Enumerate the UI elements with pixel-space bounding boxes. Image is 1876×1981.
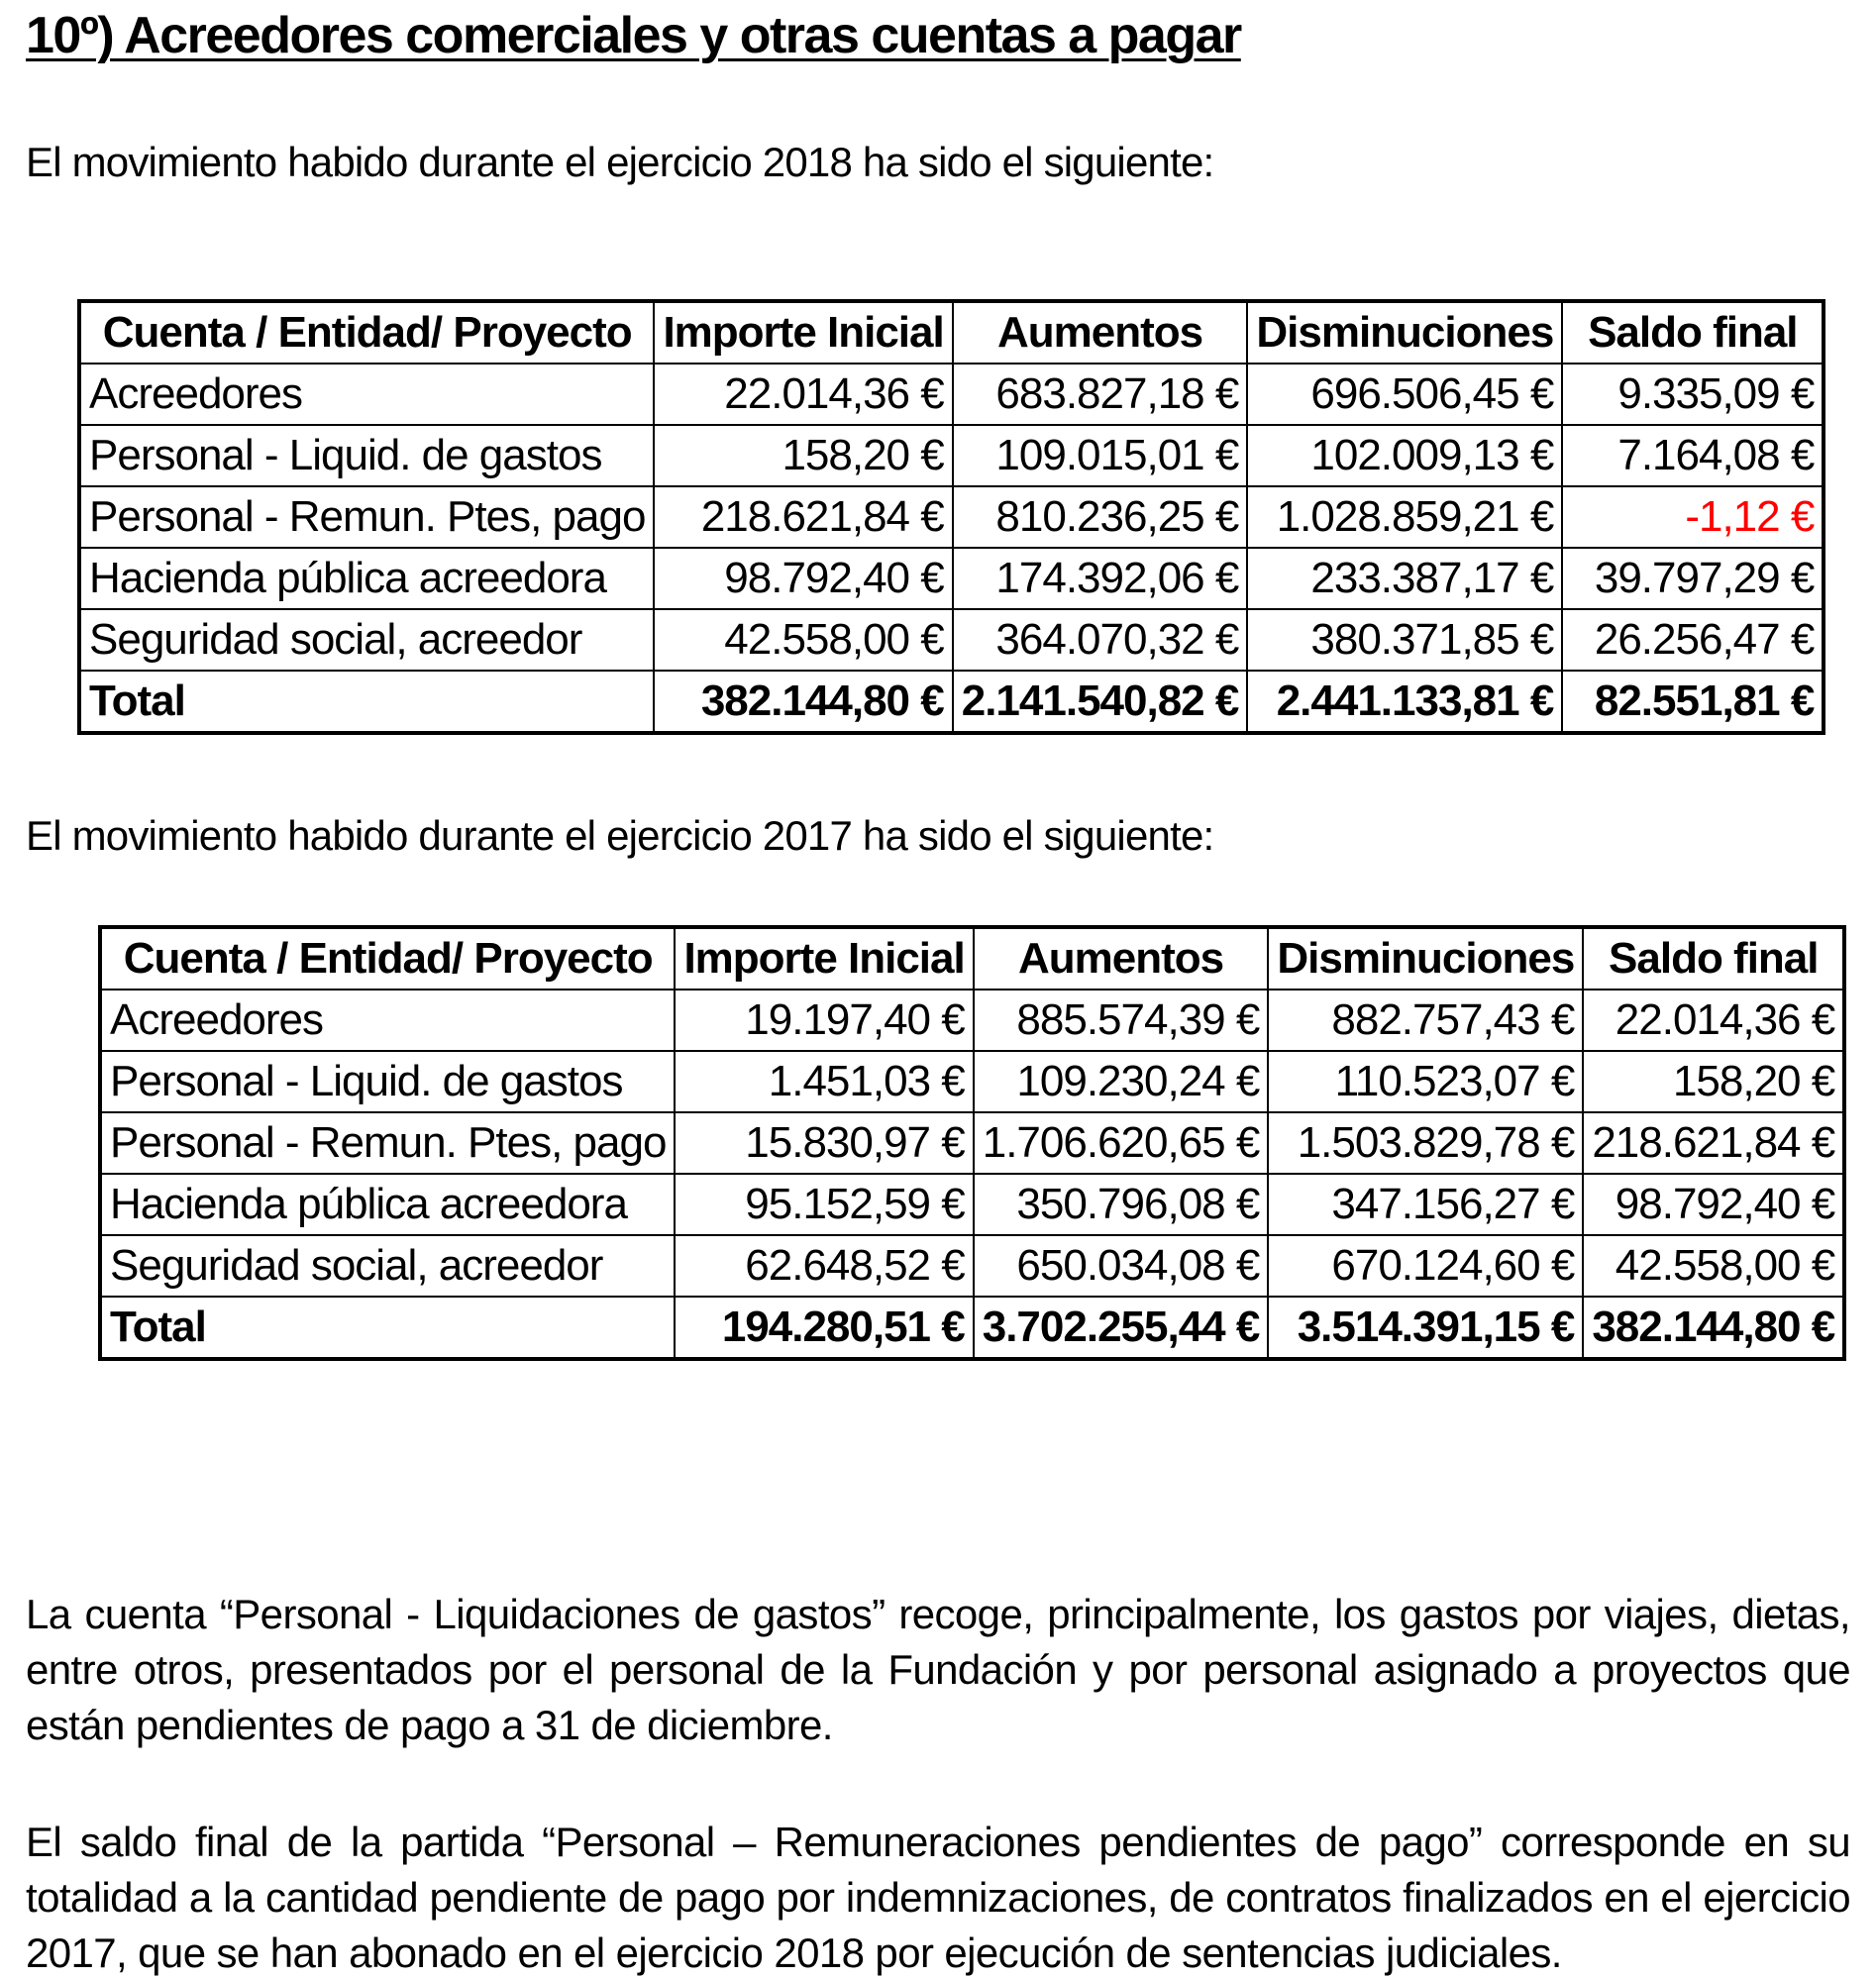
table-total-row	[79, 671, 1824, 733]
cell-disminuciones: 233.387,17 €	[1247, 548, 1562, 609]
cell-disminuciones: 102.009,13 €	[1247, 425, 1562, 486]
cell-aumentos: 350.796,08 €	[974, 1174, 1269, 1235]
cell-importe-inicial: 22.014,36 €	[654, 364, 952, 425]
cell-saldo-final: 98.792,40 €	[1583, 1174, 1844, 1235]
movement-table-2017	[98, 925, 1846, 1361]
cell-saldo-final: 218.621,84 €	[1583, 1112, 1844, 1174]
cell-aumentos: 650.034,08 €	[974, 1235, 1269, 1297]
table-row	[100, 990, 1844, 1051]
table-row	[79, 364, 1824, 425]
movement-table-2018	[77, 299, 1825, 735]
cell-cuenta: Hacienda pública acreedora	[79, 548, 654, 609]
cell-importe-inicial: 95.152,59 €	[675, 1174, 973, 1235]
paragraph-remuneraciones-pendientes: El saldo final de la partida “Personal – Remuneraciones pendientes de pago” corresponde en su totalidad a la cantidad pendiente de pago por indemnizaciones, de contratos finalizados en el ejercicio 2017, que se han abonado en el ejercicio 2018 por ejecución de sentencias judiciales.	[26, 1819, 1850, 1976]
cell-saldo-final: 39.797,29 €	[1562, 548, 1824, 609]
table-row	[100, 1051, 1844, 1112]
cell-aumentos: 109.015,01 €	[953, 425, 1248, 486]
column-header-importe-inicial: Importe Inicial	[654, 301, 952, 364]
column-header-disminuciones: Disminuciones	[1268, 927, 1583, 990]
cell-total-saldo-final: 82.551,81 €	[1562, 671, 1824, 733]
cell-cuenta: Personal - Liquid. de gastos	[100, 1051, 675, 1112]
cell-total-disminuciones: 3.514.391,15 €	[1268, 1297, 1583, 1359]
table-row	[79, 609, 1824, 671]
cell-importe-inicial: 158,20 €	[654, 425, 952, 486]
cell-cuenta: Acreedores	[100, 990, 675, 1051]
cell-cuenta: Seguridad social, acreedor	[100, 1235, 675, 1297]
cell-importe-inicial: 98.792,40 €	[654, 548, 952, 609]
cell-saldo-final: 22.014,36 €	[1583, 990, 1844, 1051]
cell-saldo-final: 26.256,47 €	[1562, 609, 1824, 671]
section-heading: 10º) Acreedores comerciales y otras cuentas a pagar	[26, 7, 1241, 64]
cell-cuenta: Acreedores	[79, 364, 654, 425]
cell-aumentos: 810.236,25 €	[953, 486, 1248, 548]
column-header-saldo-final: Saldo final	[1562, 301, 1824, 364]
cell-total-importe-inicial: 194.280,51 €	[675, 1297, 973, 1359]
column-header-cuenta: Cuenta / Entidad/ Proyecto	[100, 927, 675, 990]
table-row	[100, 1174, 1844, 1235]
cell-cuenta: Personal - Remun. Ptes, pago	[100, 1112, 675, 1174]
intro-2018: El movimiento habido durante el ejercicio 2018 ha sido el siguiente:	[26, 139, 1214, 185]
cell-total-saldo-final: 382.144,80 €	[1583, 1297, 1844, 1359]
table-header-row	[100, 927, 1844, 990]
column-header-aumentos: Aumentos	[974, 927, 1269, 990]
cell-disminuciones: 347.156,27 €	[1268, 1174, 1583, 1235]
paragraph-liquidaciones-gastos: La cuenta “Personal - Liquidaciones de gastos” recoge, principalmente, los gastos por viajes, dietas, entre otros, presentados por el personal de la Fundación y por personal asignado a proyectos que están pendientes de pago a 31 de diciembre.	[26, 1591, 1850, 1748]
cell-total-label: Total	[79, 671, 654, 733]
cell-cuenta: Personal - Liquid. de gastos	[79, 425, 654, 486]
cell-aumentos: 109.230,24 €	[974, 1051, 1269, 1112]
cell-cuenta: Personal - Remun. Ptes, pago	[79, 486, 654, 548]
cell-disminuciones: 110.523,07 €	[1268, 1051, 1583, 1112]
table-row	[79, 548, 1824, 609]
column-header-importe-inicial: Importe Inicial	[675, 927, 973, 990]
cell-disminuciones: 696.506,45 €	[1247, 364, 1562, 425]
cell-total-disminuciones: 2.441.133,81 €	[1247, 671, 1562, 733]
cell-aumentos: 885.574,39 €	[974, 990, 1269, 1051]
table-row	[79, 425, 1824, 486]
cell-total-importe-inicial: 382.144,80 €	[654, 671, 952, 733]
cell-saldo-final: 9.335,09 €	[1562, 364, 1824, 425]
cell-disminuciones: 380.371,85 €	[1247, 609, 1562, 671]
cell-disminuciones: 1.028.859,21 €	[1247, 486, 1562, 548]
column-header-cuenta: Cuenta / Entidad/ Proyecto	[79, 301, 654, 364]
cell-importe-inicial: 19.197,40 €	[675, 990, 973, 1051]
column-header-saldo-final: Saldo final	[1583, 927, 1844, 990]
cell-saldo-final: 7.164,08 €	[1562, 425, 1824, 486]
cell-disminuciones: 882.757,43 €	[1268, 990, 1583, 1051]
table-header-row	[79, 301, 1824, 364]
cell-importe-inicial: 218.621,84 €	[654, 486, 952, 548]
intro-2017: El movimiento habido durante el ejercicio 2017 ha sido el siguiente:	[26, 812, 1214, 859]
cell-importe-inicial: 42.558,00 €	[654, 609, 952, 671]
cell-cuenta: Seguridad social, acreedor	[79, 609, 654, 671]
cell-importe-inicial: 15.830,97 €	[675, 1112, 973, 1174]
cell-cuenta: Hacienda pública acreedora	[100, 1174, 675, 1235]
table-total-row	[100, 1297, 1844, 1359]
column-header-disminuciones: Disminuciones	[1247, 301, 1562, 364]
cell-total-aumentos: 3.702.255,44 €	[974, 1297, 1269, 1359]
cell-saldo-final-negative: -1,12 €	[1562, 486, 1824, 548]
cell-aumentos: 364.070,32 €	[953, 609, 1248, 671]
table-row	[79, 486, 1824, 548]
column-header-aumentos: Aumentos	[953, 301, 1248, 364]
cell-saldo-final: 42.558,00 €	[1583, 1235, 1844, 1297]
cell-disminuciones: 1.503.829,78 €	[1268, 1112, 1583, 1174]
cell-aumentos: 1.706.620,65 €	[974, 1112, 1269, 1174]
cell-saldo-final: 158,20 €	[1583, 1051, 1844, 1112]
cell-total-aumentos: 2.141.540,82 €	[953, 671, 1248, 733]
cell-importe-inicial: 62.648,52 €	[675, 1235, 973, 1297]
cell-disminuciones: 670.124,60 €	[1268, 1235, 1583, 1297]
table-row	[100, 1235, 1844, 1297]
cell-total-label: Total	[100, 1297, 675, 1359]
cell-aumentos: 174.392,06 €	[953, 548, 1248, 609]
cell-aumentos: 683.827,18 €	[953, 364, 1248, 425]
cell-importe-inicial: 1.451,03 €	[675, 1051, 973, 1112]
table-row	[100, 1112, 1844, 1174]
